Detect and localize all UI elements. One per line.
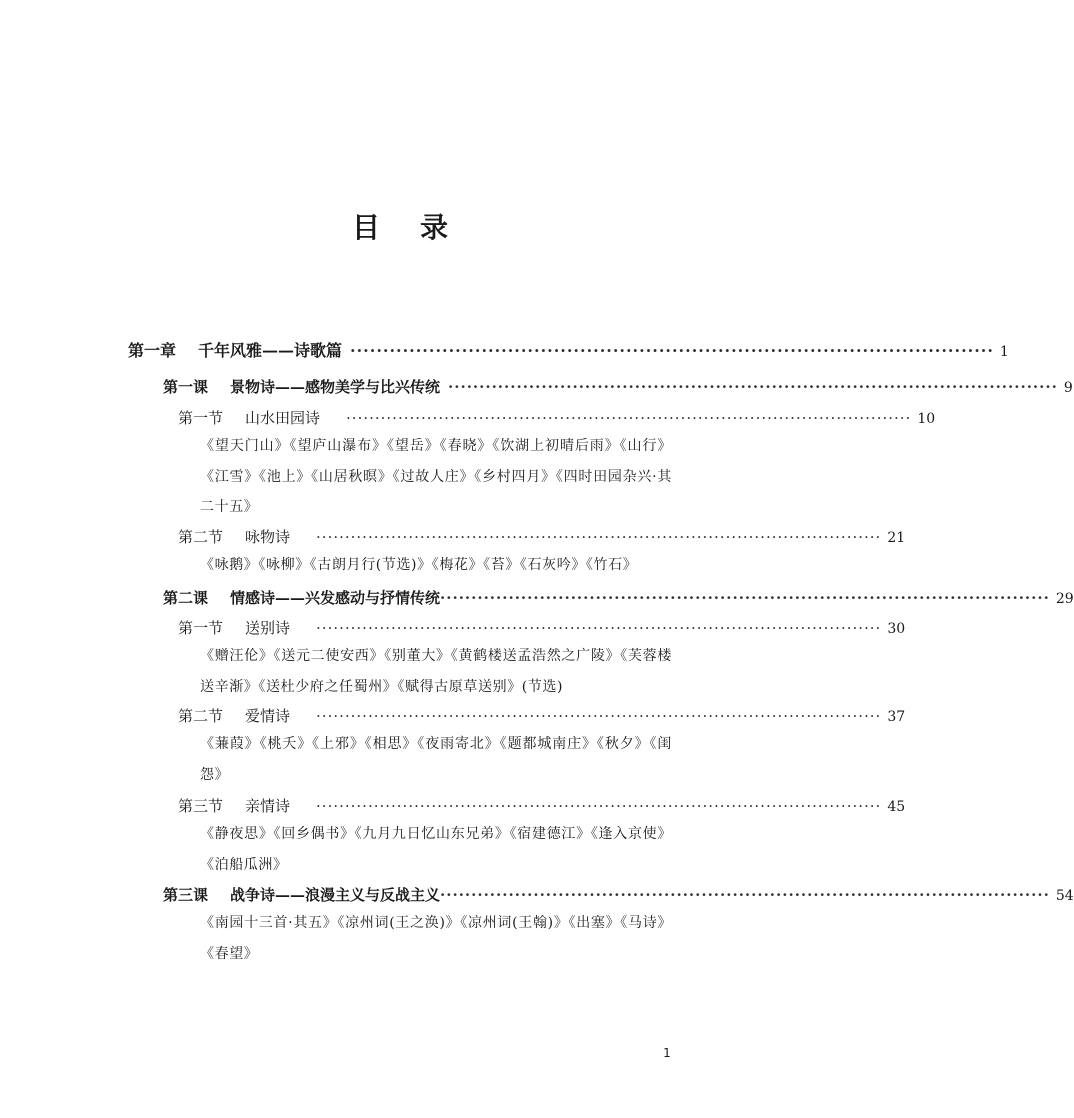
lesson-page-number: 54 <box>1055 888 1074 904</box>
poem-list: 《赠汪伦》《送元二使安西》《别董大》《黄鹤楼送孟浩然之广陵》《芙蓉楼送辛渐》《送杜少府之任蜀州》《赋得古原草送别》(节选) <box>200 648 672 695</box>
leader-dots: ·································································································· <box>440 886 1050 904</box>
leader-dots: ·································································································· <box>316 707 882 725</box>
toc-lesson-3[interactable] <box>163 884 1074 905</box>
poem-list: 《望天门山》《望庐山瀑布》《望岳》《春晓》《饮湖上初晴后雨》《山行》《江雪》《池上》《山居秋暝》《过故人庄》《乡村四月》《四时田园杂兴·其二十五》 <box>200 438 672 515</box>
poem-list: 《咏鹅》《咏柳》《古朗月行(节选)》《梅花》《苔》《石灰吟》《竹石》 <box>200 557 638 573</box>
chapter-label: 第一章 千年风雅——诗歌篇 <box>128 341 343 360</box>
section-page-number: 21 <box>887 530 906 546</box>
lesson-label: 第一课 景物诗——感物美学与比兴传统 <box>163 378 441 396</box>
chapter-page-number: 1 <box>999 344 1009 360</box>
leader-dots: ·································································································· <box>350 341 994 360</box>
poem-list: 《南园十三首·其五》《凉州词(王之涣)》《凉州词(王翰)》《出塞》《马诗》《春望》 <box>200 915 672 962</box>
lesson-page-number: 29 <box>1055 591 1074 607</box>
toc-lesson-2[interactable] <box>163 587 1074 608</box>
poem-list: 《静夜思》《回乡偶书》《九月九日忆山东兄弟》《宿建德江》《逢入京使》《泊船瓜洲》 <box>200 826 672 873</box>
lesson-page-number: 9 <box>1063 380 1073 396</box>
toc-section-1-2[interactable] <box>178 526 906 547</box>
leader-dots: ·································································································· <box>448 378 1058 396</box>
section-page-number: 30 <box>887 621 906 637</box>
toc-section-2-2[interactable] <box>178 705 906 726</box>
section-label: 第三节 亲情诗 <box>178 797 291 815</box>
section-page-number: 45 <box>887 799 906 815</box>
section-label: 第二节 爱情诗 <box>178 707 291 725</box>
section-page-number: 37 <box>887 709 906 725</box>
page-number: 1 <box>663 1046 671 1060</box>
leader-dots: ·································································································· <box>316 619 882 637</box>
page-title: 目录 <box>351 211 488 244</box>
leader-dots: ·································································································· <box>440 589 1050 607</box>
leader-dots: ·································································································· <box>346 409 912 427</box>
section-label: 第二节 咏物诗 <box>178 528 291 546</box>
lesson-label: 第三课 战争诗——浪漫主义与反战主义 <box>163 886 441 904</box>
section-label: 第一节 山水田园诗 <box>178 409 321 427</box>
leader-dots: ·································································································· <box>316 797 882 815</box>
leader-dots: ·································································································· <box>316 528 882 546</box>
toc-section-2-1[interactable] <box>178 617 906 638</box>
toc-section-1-1[interactable] <box>178 407 936 428</box>
toc-lesson-1[interactable] <box>163 376 1073 397</box>
toc-chapter-1[interactable] <box>128 338 1009 361</box>
toc-section-2-3[interactable] <box>178 795 906 816</box>
section-label: 第一节 送别诗 <box>178 619 291 637</box>
poem-list: 《蒹葭》《桃夭》《上邪》《相思》《夜雨寄北》《题都城南庄》《秋夕》《闺怨》 <box>200 736 672 783</box>
lesson-label: 第二课 情感诗——兴发感动与抒情传统 <box>163 589 441 607</box>
section-page-number: 10 <box>917 411 936 427</box>
